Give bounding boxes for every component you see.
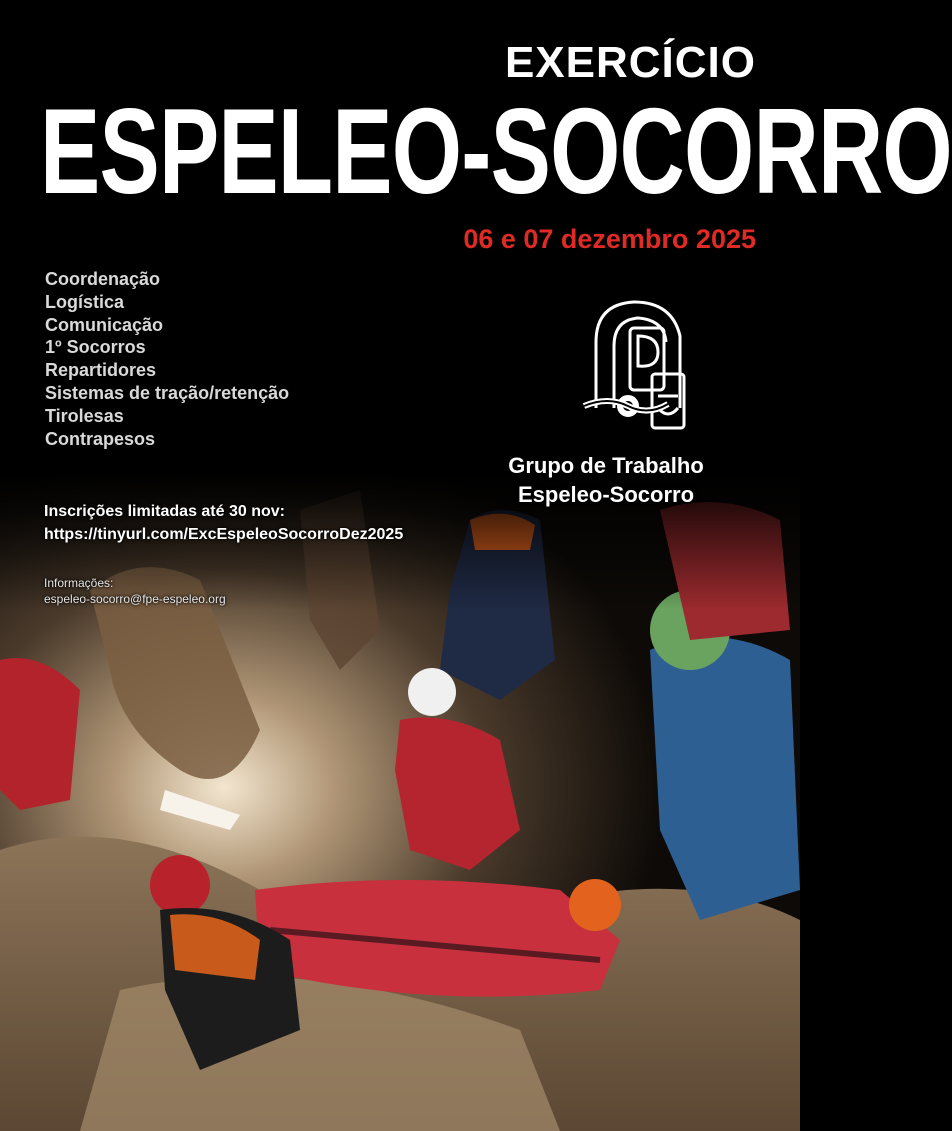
topic-item: Comunicação	[45, 314, 164, 335]
registration-deadline: Inscrições limitadas até 30 nov:	[44, 503, 285, 520]
topic-item: Logística	[45, 291, 125, 312]
contact-label: Informações:	[44, 576, 114, 590]
contact-email[interactable]: espeleo-socorro@fpe-espeleo.org	[44, 592, 226, 606]
organizer-line-1: Grupo de Trabalho	[508, 453, 704, 478]
event-date: 06 e 07 dezembro 2025	[463, 224, 756, 254]
organizer-line-2: Espeleo-Socorro	[517, 482, 695, 507]
fpe-logo-icon	[578, 296, 690, 436]
topic-item: Repartidores	[45, 360, 157, 381]
topic-item: Contrapesos	[45, 428, 156, 449]
cave-rescue-photo	[0, 470, 800, 1131]
contact-block	[44, 575, 226, 607]
registration-link[interactable]: https://tinyurl.com/ExcEspeleoSocorroDez2025	[44, 526, 404, 543]
topic-item: 1º Socorros	[45, 337, 146, 358]
page-title: ESPELEO-SOCORRO	[40, 83, 952, 219]
topics-list	[45, 268, 289, 450]
topic-item: Coordenação	[45, 269, 161, 289]
topic-item: Sistemas de tração/retenção	[45, 382, 290, 403]
topic-item: Tirolesas	[45, 405, 124, 426]
organizer-name	[456, 451, 756, 509]
registration-block	[44, 500, 403, 546]
subtitle-heading: EXERCÍCIO	[504, 38, 756, 87]
